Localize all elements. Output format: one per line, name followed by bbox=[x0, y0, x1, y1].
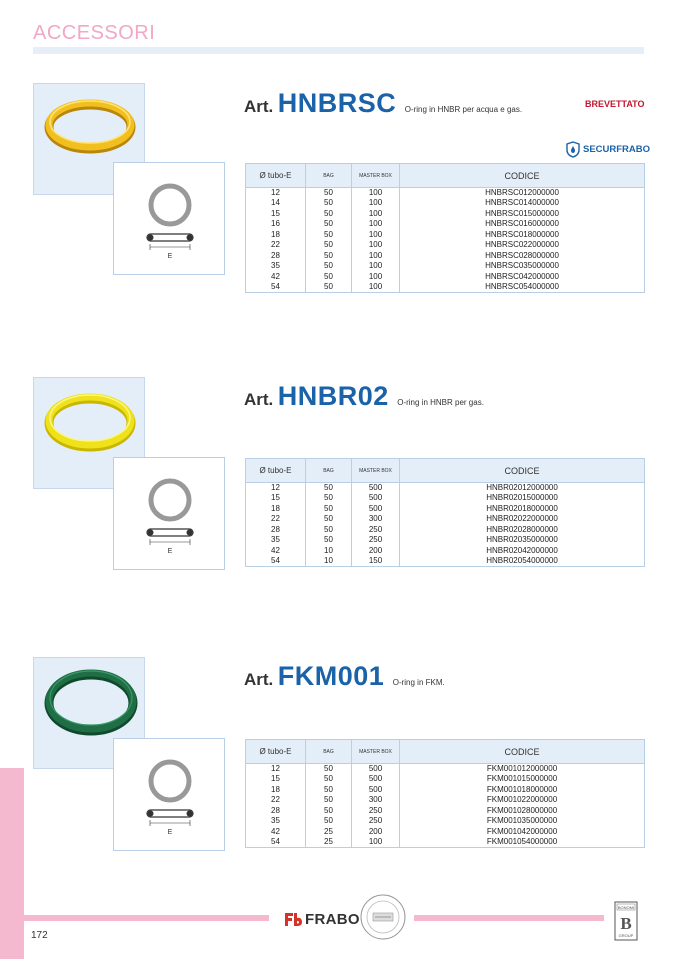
cell-diameter: 18 bbox=[246, 504, 306, 515]
cell-bag: 50 bbox=[306, 230, 352, 241]
cell-diameter: 18 bbox=[246, 785, 306, 796]
cell-master-box: 100 bbox=[352, 240, 400, 251]
cell-diameter: 28 bbox=[246, 251, 306, 262]
cell-bag: 50 bbox=[306, 219, 352, 230]
cell-bag: 25 bbox=[306, 837, 352, 848]
o-ring-drawing-icon bbox=[114, 458, 226, 571]
product-table bbox=[245, 739, 645, 848]
cell-master-box: 100 bbox=[352, 230, 400, 241]
table-row bbox=[246, 827, 645, 838]
cell-master-box: 100 bbox=[352, 251, 400, 262]
cell-master-box: 100 bbox=[352, 219, 400, 230]
certification-seal bbox=[359, 893, 407, 946]
cell-master-box: 300 bbox=[352, 795, 400, 806]
group-logo-letter: B bbox=[620, 914, 632, 933]
cell-code: HNBRSC012000000 bbox=[400, 188, 645, 199]
table-row bbox=[246, 261, 645, 272]
cell-bag: 50 bbox=[306, 514, 352, 525]
cell-code: FKM001035000000 bbox=[400, 816, 645, 827]
cell-master-box: 500 bbox=[352, 774, 400, 785]
cell-diameter: 54 bbox=[246, 837, 306, 848]
cell-master-box: 500 bbox=[352, 483, 400, 494]
table-row bbox=[246, 795, 645, 806]
cell-code: HNBRSC054000000 bbox=[400, 282, 645, 293]
cell-master-box: 250 bbox=[352, 525, 400, 536]
col-header-code: CODICE bbox=[400, 164, 645, 188]
cell-master-box: 200 bbox=[352, 546, 400, 557]
table-row bbox=[246, 785, 645, 796]
table-row bbox=[246, 230, 645, 241]
cell-bag: 50 bbox=[306, 251, 352, 262]
bonomi-group-icon bbox=[614, 901, 638, 941]
cell-master-box: 200 bbox=[352, 827, 400, 838]
article-description: O-ring in HNBR per gas. bbox=[397, 398, 484, 407]
cell-bag: 50 bbox=[306, 764, 352, 775]
cell-bag: 25 bbox=[306, 827, 352, 838]
table-row bbox=[246, 806, 645, 817]
cell-bag: 50 bbox=[306, 240, 352, 251]
cell-master-box: 300 bbox=[352, 514, 400, 525]
cell-diameter: 12 bbox=[246, 483, 306, 494]
col-header-diameter: Ø tubo-E bbox=[246, 740, 306, 764]
table-row bbox=[246, 209, 645, 220]
frabo-wordmark: FRABO bbox=[305, 910, 360, 928]
table-row bbox=[246, 272, 645, 283]
cell-diameter: 54 bbox=[246, 556, 306, 567]
col-header-master-box: MASTER BOX bbox=[352, 459, 400, 483]
col-header-code: CODICE bbox=[400, 740, 645, 764]
cell-diameter: 28 bbox=[246, 806, 306, 817]
cell-code: HNBR02028000000 bbox=[400, 525, 645, 536]
article-title bbox=[244, 381, 484, 412]
technical-drawing bbox=[113, 457, 225, 570]
certification-seal-icon bbox=[359, 893, 407, 941]
cell-bag: 50 bbox=[306, 774, 352, 785]
article-code: HNBRSC bbox=[277, 88, 397, 118]
table-body bbox=[246, 188, 645, 293]
table-row bbox=[246, 535, 645, 546]
cell-bag: 50 bbox=[306, 483, 352, 494]
cell-diameter: 14 bbox=[246, 198, 306, 209]
group-logo-top: BONOMI bbox=[617, 905, 635, 910]
cell-bag: 50 bbox=[306, 785, 352, 796]
cell-bag: 50 bbox=[306, 816, 352, 827]
securfrabo-badge bbox=[566, 141, 650, 158]
table-row bbox=[246, 198, 645, 209]
cell-bag: 10 bbox=[306, 556, 352, 567]
cell-code: FKM001042000000 bbox=[400, 827, 645, 838]
cell-bag: 50 bbox=[306, 188, 352, 199]
cell-master-box: 500 bbox=[352, 785, 400, 796]
col-header-master-box: MASTER BOX bbox=[352, 164, 400, 188]
table-row bbox=[246, 546, 645, 557]
cell-diameter: 16 bbox=[246, 219, 306, 230]
cell-diameter: 22 bbox=[246, 795, 306, 806]
article-title bbox=[244, 661, 445, 692]
article-prefix: Art. bbox=[244, 97, 274, 116]
cell-code: HNBRSC014000000 bbox=[400, 198, 645, 209]
technical-drawing bbox=[113, 162, 225, 275]
article-description: O-ring in HNBR per acqua e gas. bbox=[404, 105, 523, 114]
cell-master-box: 150 bbox=[352, 556, 400, 567]
cell-master-box: 500 bbox=[352, 493, 400, 504]
cell-master-box: 100 bbox=[352, 261, 400, 272]
table-body bbox=[246, 764, 645, 848]
col-header-diameter: Ø tubo-E bbox=[246, 459, 306, 483]
cell-bag: 50 bbox=[306, 504, 352, 515]
dimension-label: E bbox=[167, 548, 173, 555]
cell-code: HNBR02022000000 bbox=[400, 514, 645, 525]
cell-code: FKM001015000000 bbox=[400, 774, 645, 785]
cell-diameter: 54 bbox=[246, 282, 306, 293]
cell-code: HNBRSC018000000 bbox=[400, 230, 645, 241]
page-number: 172 bbox=[31, 930, 48, 941]
cell-bag: 50 bbox=[306, 535, 352, 546]
cell-master-box: 100 bbox=[352, 198, 400, 209]
cell-master-box: 100 bbox=[352, 272, 400, 283]
cell-master-box: 500 bbox=[352, 764, 400, 775]
cell-code: FKM001022000000 bbox=[400, 795, 645, 806]
cell-diameter: 35 bbox=[246, 535, 306, 546]
cell-bag: 50 bbox=[306, 525, 352, 536]
frabo-mark-icon bbox=[283, 909, 303, 929]
cell-code: HNBRSC035000000 bbox=[400, 261, 645, 272]
cell-code: HNBR02015000000 bbox=[400, 493, 645, 504]
table-row bbox=[246, 514, 645, 525]
col-header-bag: BAG bbox=[306, 459, 352, 483]
cell-code: FKM001028000000 bbox=[400, 806, 645, 817]
cell-master-box: 100 bbox=[352, 209, 400, 220]
dimension-label: E bbox=[167, 829, 173, 836]
cell-master-box: 250 bbox=[352, 816, 400, 827]
cell-code: FKM001012000000 bbox=[400, 764, 645, 775]
cell-diameter: 28 bbox=[246, 525, 306, 536]
cell-bag: 50 bbox=[306, 282, 352, 293]
cell-code: HNBRSC016000000 bbox=[400, 219, 645, 230]
article-prefix: Art. bbox=[244, 390, 274, 409]
frabo-logo bbox=[283, 909, 360, 929]
cell-bag: 10 bbox=[306, 546, 352, 557]
cell-code: HNBRSC015000000 bbox=[400, 209, 645, 220]
table-row bbox=[246, 493, 645, 504]
cell-diameter: 22 bbox=[246, 514, 306, 525]
technical-drawing bbox=[113, 738, 225, 851]
cell-diameter: 42 bbox=[246, 546, 306, 557]
article-prefix: Art. bbox=[244, 670, 274, 689]
bonomi-group-logo bbox=[614, 901, 638, 946]
patent-badge: BREVETTATO bbox=[585, 99, 645, 109]
cell-master-box: 250 bbox=[352, 806, 400, 817]
product-table bbox=[245, 458, 645, 567]
table-row bbox=[246, 774, 645, 785]
cell-diameter: 42 bbox=[246, 272, 306, 283]
cell-code: HNBR02035000000 bbox=[400, 535, 645, 546]
article-title bbox=[244, 88, 522, 119]
table-row bbox=[246, 188, 645, 199]
cell-diameter: 15 bbox=[246, 209, 306, 220]
cell-code: HNBRSC042000000 bbox=[400, 272, 645, 283]
cell-code: HNBRSC022000000 bbox=[400, 240, 645, 251]
cell-bag: 50 bbox=[306, 795, 352, 806]
col-header-bag: BAG bbox=[306, 164, 352, 188]
table-row bbox=[246, 556, 645, 567]
cell-diameter: 15 bbox=[246, 774, 306, 785]
col-header-diameter: Ø tubo-E bbox=[246, 164, 306, 188]
cell-code: HNBR02054000000 bbox=[400, 556, 645, 567]
cell-diameter: 15 bbox=[246, 493, 306, 504]
header-bar bbox=[33, 47, 644, 54]
cell-diameter: 42 bbox=[246, 827, 306, 838]
product-table bbox=[245, 163, 645, 293]
table-row bbox=[246, 764, 645, 775]
shield-icon bbox=[566, 141, 580, 158]
securfrabo-label: SECURFRABO bbox=[583, 144, 651, 155]
side-accent-bar bbox=[0, 768, 24, 959]
article-code: HNBR02 bbox=[277, 381, 389, 411]
cell-diameter: 12 bbox=[246, 764, 306, 775]
cell-master-box: 100 bbox=[352, 837, 400, 848]
cell-bag: 50 bbox=[306, 261, 352, 272]
page-title: ACCESSORI bbox=[33, 22, 156, 44]
group-logo-bottom: GROUP bbox=[618, 933, 634, 938]
table-row bbox=[246, 483, 645, 494]
cell-diameter: 35 bbox=[246, 261, 306, 272]
cell-code: HNBR02018000000 bbox=[400, 504, 645, 515]
table-body bbox=[246, 483, 645, 567]
article-code: FKM001 bbox=[277, 661, 385, 691]
col-header-master-box: MASTER BOX bbox=[352, 740, 400, 764]
cell-master-box: 100 bbox=[352, 282, 400, 293]
cell-master-box: 500 bbox=[352, 504, 400, 515]
cell-bag: 50 bbox=[306, 493, 352, 504]
col-header-bag: BAG bbox=[306, 740, 352, 764]
cell-code: HNBRSC028000000 bbox=[400, 251, 645, 262]
cell-bag: 50 bbox=[306, 806, 352, 817]
table-row bbox=[246, 525, 645, 536]
cell-code: FKM001054000000 bbox=[400, 837, 645, 848]
cell-master-box: 100 bbox=[352, 188, 400, 199]
cell-bag: 50 bbox=[306, 272, 352, 283]
cell-diameter: 12 bbox=[246, 188, 306, 199]
table-row bbox=[246, 251, 645, 262]
footer-line-left bbox=[24, 915, 269, 921]
cell-diameter: 35 bbox=[246, 816, 306, 827]
table-row bbox=[246, 504, 645, 515]
o-ring-drawing-icon bbox=[114, 739, 226, 852]
article-description: O-ring in FKM. bbox=[392, 678, 445, 687]
cell-bag: 50 bbox=[306, 198, 352, 209]
o-ring-drawing-icon bbox=[114, 163, 226, 276]
cell-code: FKM001018000000 bbox=[400, 785, 645, 796]
cell-code: HNBR02042000000 bbox=[400, 546, 645, 557]
col-header-code: CODICE bbox=[400, 459, 645, 483]
footer-line-right bbox=[414, 915, 604, 921]
table-row bbox=[246, 816, 645, 827]
cell-master-box: 250 bbox=[352, 535, 400, 546]
table-row bbox=[246, 219, 645, 230]
cell-diameter: 22 bbox=[246, 240, 306, 251]
cell-code: HNBR02012000000 bbox=[400, 483, 645, 494]
table-row bbox=[246, 282, 645, 293]
cell-bag: 50 bbox=[306, 209, 352, 220]
table-row bbox=[246, 240, 645, 251]
dimension-label: E bbox=[167, 253, 173, 260]
table-row bbox=[246, 837, 645, 848]
cell-diameter: 18 bbox=[246, 230, 306, 241]
